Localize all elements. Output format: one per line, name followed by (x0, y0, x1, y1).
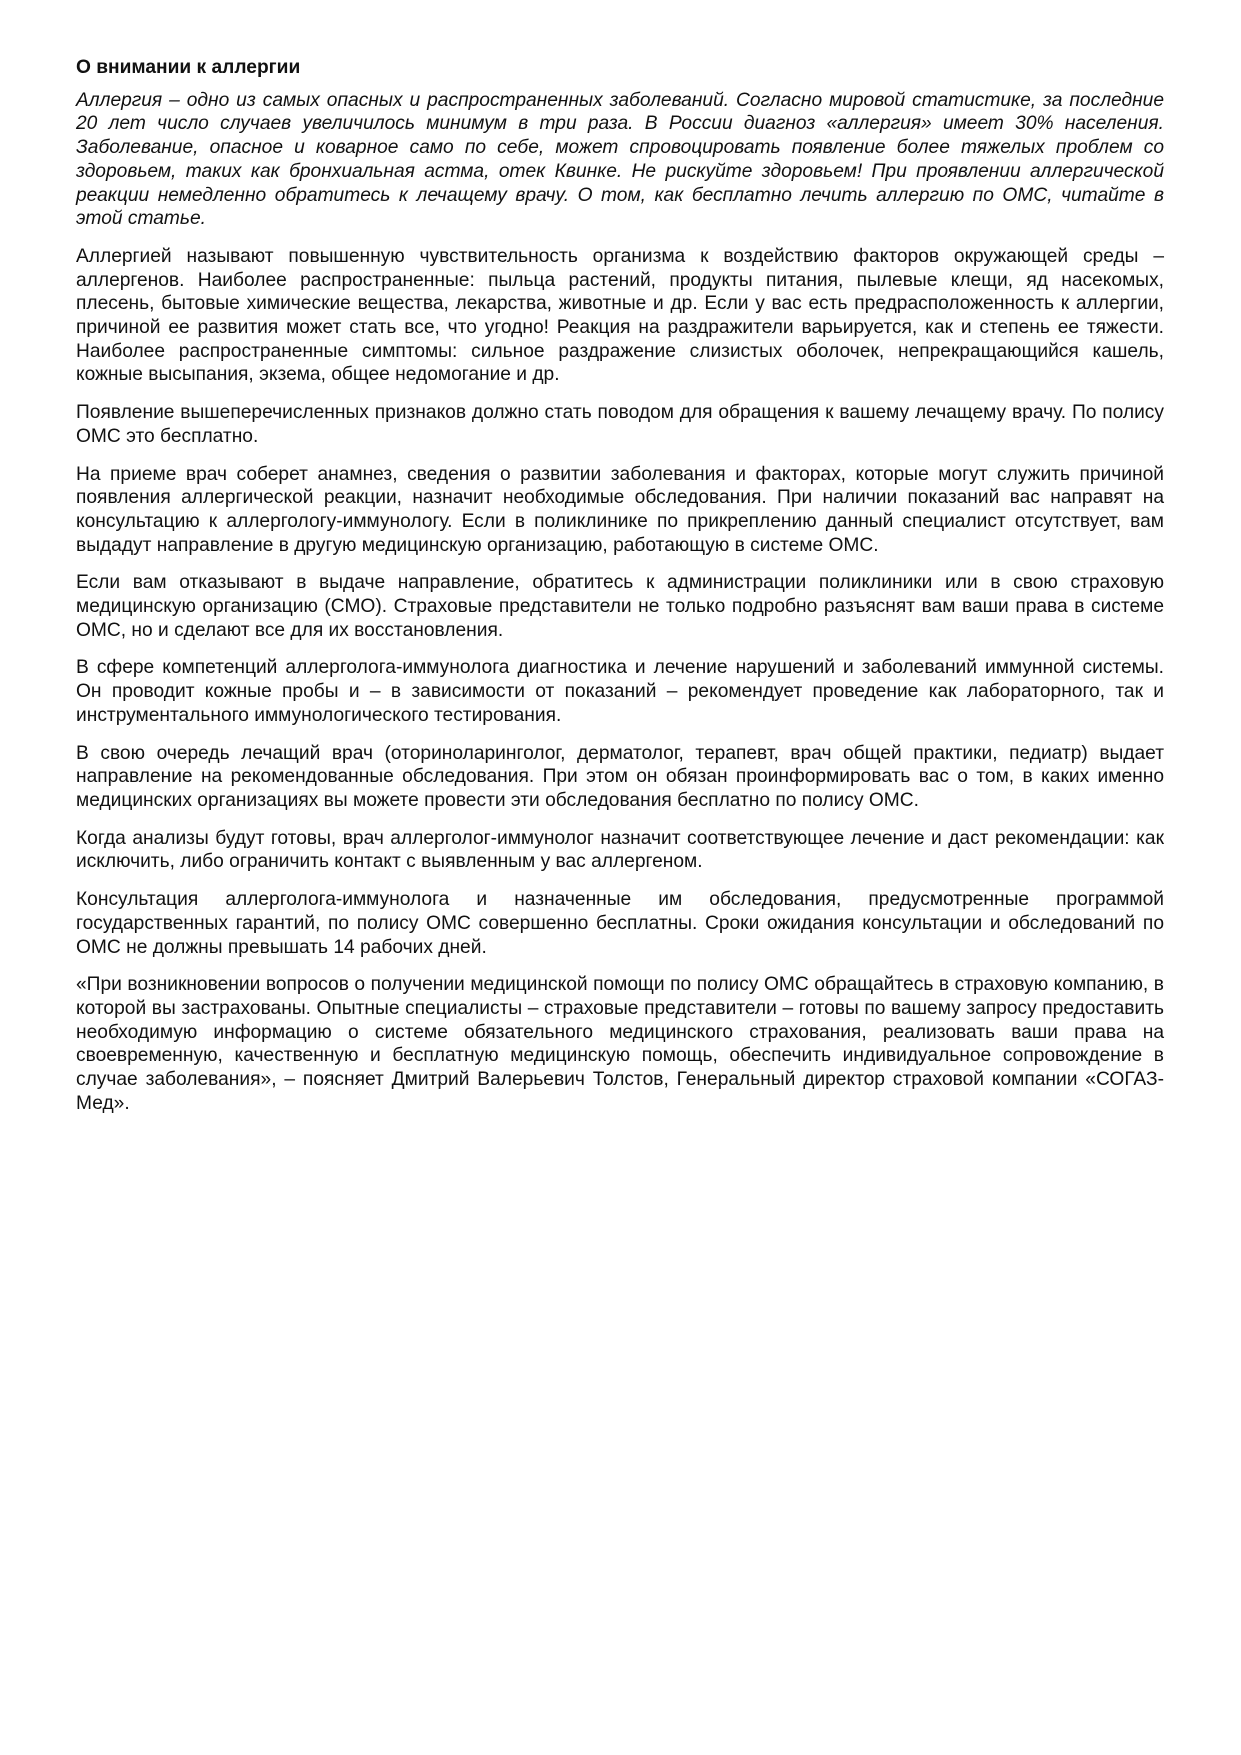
body-paragraph-8: Консультация аллерголога-иммунолога и назначенные им обследования, предусмотренные программой государственных гарантий, по полису ОМС совершенно бесплатны. Сроки ожидания консультации и обследований по ОМС не должны превышать 14 рабочих дней. (76, 889, 1164, 958)
quote-paragraph: «При возникновении вопросов о получении медицинской помощи по полису ОМС обращайтесь в страховую компанию, в которой вы застрахованы. Опытные специалисты – страховые представители – готовы по вашему запросу предоставить необходимую информацию о системе обязательного медицинского страхования, реализовать ваши права на своевременную, качественную и бесплатную медицинскую помощь, обеспечить индивидуальное сопровождение в случае заболевания», – поясняет Дмитрий Валерьевич Толстов, Генеральный директор страховой компании «СОГАЗ-Мед». (76, 974, 1164, 1114)
lead-paragraph: Аллергия – одно из самых опасных и распространенных заболеваний. Согласно мировой статистике, за последние 20 лет число случаев увеличилось минимум в три раза. В России диагноз «аллергия» имеет 30% населения. Заболевание, опасное и коварное само по себе, может спровоцировать появление более тяжелых проблем со здоровьем, таких как бронхиальная астма, отек Квинке. Не рискуйте здоровьем! При проявлении аллергической реакции немедленно обратитесь к лечащему врачу. О том, как бесплатно лечить аллергию по ОМС, читайте в этой статье. (76, 89, 1164, 230)
body-paragraph-3: На приеме врач соберет анамнез, сведения о развитии заболевания и факторах, которые могут служить причиной появления аллергической реакции, назначит необходимые обследования. При наличии показаний вас направят на консультацию к аллергологу-иммунологу. Если в поликлинике по прикреплению данный специалист отсутствует, вам выдадут направление в другую медицинскую организацию, работающую в системе ОМС. (76, 463, 1164, 556)
document-page (76, 56, 1164, 1129)
body-paragraph-5: В сфере компетенций аллерголога-иммунолога диагностика и лечение нарушений и заболеваний иммунной системы. Он проводит кожные пробы и – в зависимости от показаний – рекомендует проведение как лабораторного, так и инструментального иммунологического тестирования. (76, 657, 1164, 726)
document-title: О внимании к аллергии (76, 57, 301, 78)
body-paragraph-4: Если вам отказывают в выдаче направление, обратитесь к администрации поликлиники или в свою страховую медицинскую организацию (СМО). Страховые представители не только подробно разъяснят вам ваши права в системе ОМС, но и сделают все для их восстановления. (76, 572, 1164, 641)
body-paragraph-1: Аллергией называют повышенную чувствительность организма к воздействию факторов окружающей среды – аллергенов. Наиболее распространенные: пыльца растений, продукты питания, пылевые клещи, яд насекомых, плесень, бытовые химические вещества, лекарства, животные и др. Если у вас есть предрасположенность к аллергии, причиной ее развития может стать все, что угодно! Реакция на раздражители варьируется, как и степень ее тяжести. Наиболее распространенные симптомы: сильное раздражение слизистых оболочек, непрекращающийся кашель, кожные высыпания, экзема, общее недомогание и др. (76, 245, 1164, 386)
body-paragraph-7: Когда анализы будут готовы, врач аллерголог-иммунолог назначит соответствующее лечение и даст рекомендации: как исключить, либо ограничить контакт с выявленным у вас аллергеном. (76, 827, 1164, 873)
body-paragraph-2: Появление вышеперечисленных признаков должно стать поводом для обращения к вашему лечащему врачу. По полису ОМС это бесплатно. (76, 402, 1164, 447)
body-paragraph-6: В свою очередь лечащий врач (оториноларинголог, дерматолог, терапевт, врач общей практики, педиатр) выдает направление на рекомендованные обследования. При этом он обязан проинформировать вас о том, в каких именно медицинских организациях вы можете провести эти обследования бесплатно по полису ОМС. (76, 742, 1164, 811)
